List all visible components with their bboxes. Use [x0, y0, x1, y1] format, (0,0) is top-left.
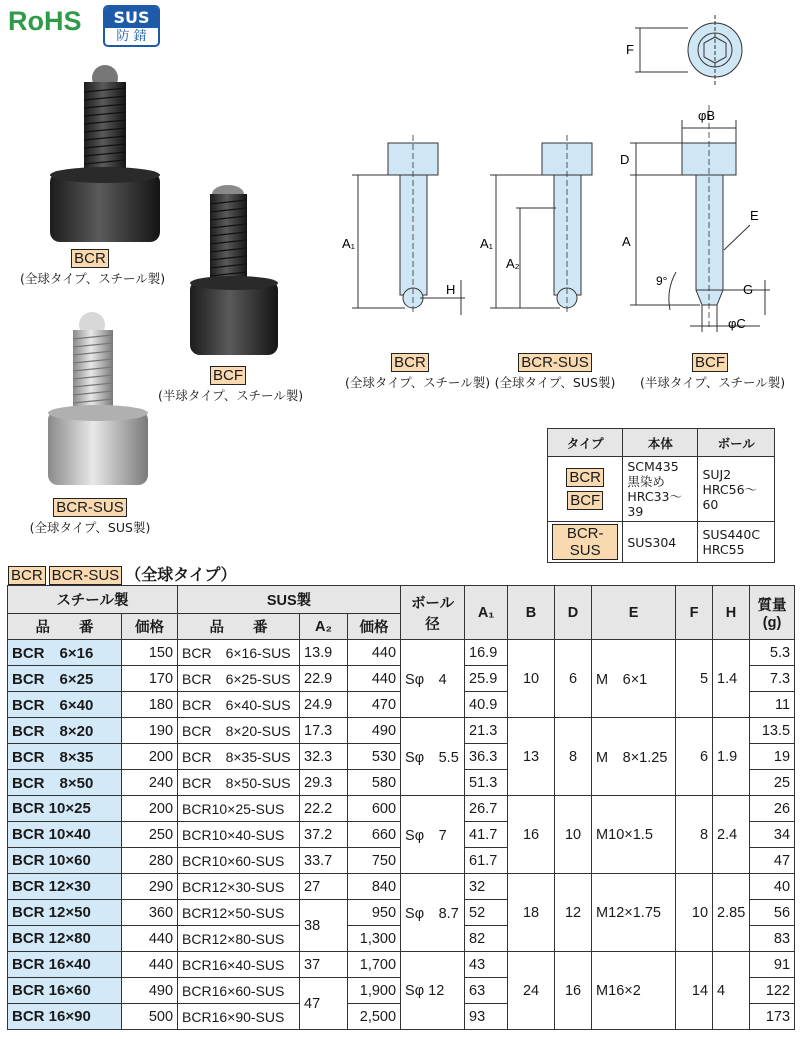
a2-value: 22.9 — [300, 666, 348, 692]
sus-badge-bottom: 防 錆 — [116, 29, 147, 44]
a1-value: 41.7 — [465, 822, 508, 848]
d-value: 10 — [555, 796, 592, 874]
drawing-caption-bcr — [345, 352, 491, 391]
sus-price: 530 — [348, 744, 401, 770]
header-mass-unit: (g) — [762, 615, 782, 631]
product-label-bcf — [158, 365, 304, 404]
header-steel: スチール製 — [8, 586, 178, 614]
table-row — [8, 796, 795, 822]
mass-value: 11 — [750, 692, 795, 718]
caption-bcr-sus: (全球タイプ、SUS製) — [29, 520, 151, 535]
b-value: 13 — [508, 718, 555, 796]
b-value: 16 — [508, 796, 555, 874]
steel-part-number: BCR 6×40 — [8, 692, 122, 718]
a2-value: 17.3 — [300, 718, 348, 744]
spec-ball-line: HRC55 — [702, 542, 745, 557]
mass-value: 40 — [750, 874, 795, 900]
dim-a1-label-2: A₁ — [480, 236, 494, 251]
mass-value: 91 — [750, 952, 795, 978]
ball-diameter: Sφ 5.5 — [401, 718, 465, 796]
sus-price: 440 — [348, 640, 401, 666]
sus-price: 1,700 — [348, 952, 401, 978]
spec-tag-bcr-sus: BCR-SUS — [552, 524, 618, 560]
header-f: F — [676, 586, 713, 640]
steel-part-number: BCR 12×30 — [8, 874, 122, 900]
a1-value: 61.7 — [465, 848, 508, 874]
spec-header-body: 本体 — [623, 429, 698, 457]
tag-bcr-sus: BCR-SUS — [53, 498, 127, 517]
table-row — [8, 640, 795, 666]
header-steel-pn: 品 番 — [8, 614, 122, 640]
rohs-logo: RoHS — [8, 6, 82, 36]
header-d: D — [555, 586, 592, 640]
dim-phic-label: φC — [728, 316, 746, 331]
a2-value: 22.2 — [300, 796, 348, 822]
header-h: H — [713, 586, 750, 640]
spec-header-type: タイプ — [548, 429, 623, 457]
a1-value: 36.3 — [465, 744, 508, 770]
product-label-bcr — [20, 248, 166, 287]
a1-value: 82 — [465, 926, 508, 952]
mass-value: 34 — [750, 822, 795, 848]
steel-part-number: BCR 10×25 — [8, 796, 122, 822]
drawing-caption-bcf — [640, 352, 786, 391]
sus-part-number: BCR10×60-SUS — [178, 848, 300, 874]
sus-part-number: BCR 6×16-SUS — [178, 640, 300, 666]
header-b: B — [508, 586, 555, 640]
spec-body-line: SCM435 — [627, 459, 679, 474]
dim-angle-label: 9° — [656, 274, 668, 288]
bcf-photo — [180, 180, 290, 365]
tag-bcr: BCR — [71, 249, 109, 268]
a1-value: 32 — [465, 874, 508, 900]
spec-header-row — [548, 429, 775, 457]
drawing-desc-bcf: (半球タイプ、スチール製) — [640, 375, 786, 390]
sus-price: 580 — [348, 770, 401, 796]
dim-f-label: F — [626, 42, 634, 57]
table-body — [8, 640, 795, 1030]
a1-value: 93 — [465, 1004, 508, 1030]
ball-diameter: Sφ 8.7 — [401, 874, 465, 952]
bcr-photo — [30, 60, 180, 260]
ball-diameter: Sφ 4 — [401, 640, 465, 718]
spec-row-sus — [548, 522, 775, 563]
b-value: 10 — [508, 640, 555, 718]
section-title — [8, 562, 237, 585]
a1-value: 21.3 — [465, 718, 508, 744]
a2-value: 37 — [300, 952, 348, 978]
mass-value: 25 — [750, 770, 795, 796]
header-ball: ボール径 — [401, 586, 465, 640]
header-sus-price: 価格 — [348, 614, 401, 640]
sus-part-number: BCR 6×25-SUS — [178, 666, 300, 692]
sus-part-number: BCR12×80-SUS — [178, 926, 300, 952]
sus-price: 490 — [348, 718, 401, 744]
sus-part-number: BCR 6×40-SUS — [178, 692, 300, 718]
steel-price: 200 — [122, 744, 178, 770]
header-steel-price: 価格 — [122, 614, 178, 640]
sus-part-number: BCR10×25-SUS — [178, 796, 300, 822]
steel-part-number: BCR 6×16 — [8, 640, 122, 666]
dim-d-label: D — [620, 152, 630, 167]
header-e: E — [592, 586, 676, 640]
a2-value: 29.3 — [300, 770, 348, 796]
a1-value: 43 — [465, 952, 508, 978]
sus-price: 750 — [348, 848, 401, 874]
tag-bcf: BCF — [210, 366, 246, 385]
sus-part-number: BCR 8×50-SUS — [178, 770, 300, 796]
h-value: 2.85 — [713, 874, 750, 952]
header-sus: SUS製 — [178, 586, 401, 614]
steel-price: 440 — [122, 952, 178, 978]
product-table — [7, 585, 795, 1030]
mass-value: 83 — [750, 926, 795, 952]
spec-body-line: HRC33～39 — [627, 489, 682, 519]
spec-tag-bcf: BCF — [567, 491, 603, 510]
section-tag-bcr-sus: BCR-SUS — [49, 566, 123, 585]
f-value: 8 — [676, 796, 713, 874]
spec-row-steel — [548, 457, 775, 522]
mass-value: 7.3 — [750, 666, 795, 692]
product-label-bcr-sus — [15, 497, 165, 536]
drawing-desc-bcr-sus: (全球タイプ、SUS製) — [494, 375, 616, 390]
a1-value: 52 — [465, 900, 508, 926]
a2-value: 32.3 — [300, 744, 348, 770]
steel-part-number: BCR 8×35 — [8, 744, 122, 770]
drawing-tag-bcr-sus: BCR-SUS — [518, 353, 592, 372]
spec-ball-cell — [698, 522, 775, 563]
sus-price: 840 — [348, 874, 401, 900]
f-value: 6 — [676, 718, 713, 796]
spec-body-line: 黒染め — [627, 474, 665, 489]
mass-value: 26 — [750, 796, 795, 822]
material-spec-table — [547, 428, 775, 563]
mass-value: 173 — [750, 1004, 795, 1030]
steel-price: 170 — [122, 666, 178, 692]
section-tag-bcr: BCR — [8, 566, 46, 585]
steel-price: 490 — [122, 978, 178, 1004]
b-value: 18 — [508, 874, 555, 952]
d-value: 12 — [555, 874, 592, 952]
steel-price: 240 — [122, 770, 178, 796]
d-value: 8 — [555, 718, 592, 796]
steel-part-number: BCR 10×40 — [8, 822, 122, 848]
header-sus-pn: 品 番 — [178, 614, 300, 640]
dim-a2-label: A₂ — [506, 256, 520, 271]
table-row — [8, 952, 795, 978]
steel-price: 360 — [122, 900, 178, 926]
steel-price: 440 — [122, 926, 178, 952]
header-a1: A₁ — [465, 586, 508, 640]
d-value: 16 — [555, 952, 592, 1030]
a2-value: 47 — [300, 978, 348, 1030]
steel-part-number: BCR 16×90 — [8, 1004, 122, 1030]
e-thread: M10×1.5 — [592, 796, 676, 874]
spec-ball-line: SUJ2 — [702, 466, 732, 482]
table-row — [8, 874, 795, 900]
header-mass-label: 質量 — [757, 598, 787, 614]
steel-price: 180 — [122, 692, 178, 718]
mass-value: 19 — [750, 744, 795, 770]
e-thread: M 6×1 — [592, 640, 676, 718]
a1-value: 16.9 — [465, 640, 508, 666]
spec-ball-line: HRC56～60 — [702, 481, 758, 512]
sus-part-number: BCR16×60-SUS — [178, 978, 300, 1004]
caption-bcf: (半球タイプ、スチール製) — [158, 388, 304, 403]
table-header-row — [8, 586, 795, 614]
a2-value: 24.9 — [300, 692, 348, 718]
h-value: 4 — [713, 952, 750, 1030]
mass-value: 5.3 — [750, 640, 795, 666]
sus-part-number: BCR12×50-SUS — [178, 900, 300, 926]
steel-part-number: BCR 8×20 — [8, 718, 122, 744]
ball-diameter: Sφ 7 — [401, 796, 465, 874]
bcf-drawing — [620, 105, 770, 332]
sus-part-number: BCR16×40-SUS — [178, 952, 300, 978]
drawing-tag-bcr: BCR — [391, 353, 429, 372]
technical-drawings — [330, 10, 790, 340]
a1-value: 51.3 — [465, 770, 508, 796]
a1-value: 25.9 — [465, 666, 508, 692]
dim-a1-label: A₁ — [342, 236, 356, 251]
sus-part-number: BCR 8×20-SUS — [178, 718, 300, 744]
sus-part-number: BCR12×30-SUS — [178, 874, 300, 900]
table-row — [8, 718, 795, 744]
f-value: 14 — [676, 952, 713, 1030]
steel-price: 190 — [122, 718, 178, 744]
drawing-desc-bcr: (全球タイプ、スチール製) — [345, 375, 491, 390]
steel-part-number: BCR 16×40 — [8, 952, 122, 978]
bcr-drawing — [342, 135, 465, 315]
sus-price: 440 — [348, 666, 401, 692]
sus-part-number: BCR10×40-SUS — [178, 822, 300, 848]
header-a2: A₂ — [300, 614, 348, 640]
steel-price: 150 — [122, 640, 178, 666]
sus-price: 950 — [348, 900, 401, 926]
a1-value: 40.9 — [465, 692, 508, 718]
steel-price: 500 — [122, 1004, 178, 1030]
spec-ball-line: SUS440C — [702, 527, 761, 542]
steel-price: 280 — [122, 848, 178, 874]
steel-price: 290 — [122, 874, 178, 900]
spec-body-cell — [623, 457, 698, 522]
bcr-sus-drawing — [480, 135, 592, 315]
steel-part-number: BCR 6×25 — [8, 666, 122, 692]
a2-value: 33.7 — [300, 848, 348, 874]
h-value: 2.4 — [713, 796, 750, 874]
mass-value: 47 — [750, 848, 795, 874]
dim-g-label: G — [743, 282, 754, 297]
sus-price: 1,300 — [348, 926, 401, 952]
b-value: 24 — [508, 952, 555, 1030]
spec-type-cell — [548, 457, 623, 522]
caption-bcr: (全球タイプ、スチール製) — [20, 271, 166, 286]
sus-price: 1,900 — [348, 978, 401, 1004]
a1-value: 63 — [465, 978, 508, 1004]
spec-header-ball: ボール — [698, 429, 775, 457]
dim-h-label: H — [446, 282, 456, 297]
a2-value: 38 — [300, 900, 348, 952]
steel-part-number: BCR 10×60 — [8, 848, 122, 874]
sus-price: 2,500 — [348, 1004, 401, 1030]
mass-value: 13.5 — [750, 718, 795, 744]
steel-part-number: BCR 12×80 — [8, 926, 122, 952]
e-thread: M 8×1.25 — [592, 718, 676, 796]
spec-type-cell — [548, 522, 623, 563]
steel-part-number: BCR 16×60 — [8, 978, 122, 1004]
drawing-tag-bcf: BCF — [692, 353, 728, 372]
a2-value: 37.2 — [300, 822, 348, 848]
a2-value: 27 — [300, 874, 348, 900]
steel-part-number: BCR 8×50 — [8, 770, 122, 796]
f-value: 10 — [676, 874, 713, 952]
ball-diameter: Sφ 12 — [401, 952, 465, 1030]
e-thread: M12×1.75 — [592, 874, 676, 952]
d-value: 6 — [555, 640, 592, 718]
sus-price: 660 — [348, 822, 401, 848]
a1-value: 26.7 — [465, 796, 508, 822]
mass-value: 122 — [750, 978, 795, 1004]
e-thread: M16×2 — [592, 952, 676, 1030]
sus-badge-top: SUS — [105, 7, 158, 28]
f-value: 5 — [676, 640, 713, 718]
h-value: 1.9 — [713, 718, 750, 796]
drawing-caption-bcr-sus — [490, 352, 620, 391]
dim-e-label: E — [750, 208, 759, 223]
steel-part-number: BCR 12×50 — [8, 900, 122, 926]
sus-part-number: BCR 8×35-SUS — [178, 744, 300, 770]
bcr-sus-photo — [40, 305, 160, 500]
dim-phib-label: φB — [698, 108, 716, 123]
spec-body-cell: SUS304 — [623, 522, 698, 563]
sus-part-number: BCR16×90-SUS — [178, 1004, 300, 1030]
spec-tag-bcr: BCR — [566, 468, 604, 487]
a2-value: 13.9 — [300, 640, 348, 666]
h-value: 1.4 — [713, 640, 750, 718]
steel-price: 250 — [122, 822, 178, 848]
spec-ball-cell — [698, 457, 775, 522]
sus-rust-badge — [103, 5, 160, 47]
top-view — [626, 15, 742, 85]
mass-value: 56 — [750, 900, 795, 926]
header-mass — [750, 586, 795, 640]
sus-price: 470 — [348, 692, 401, 718]
dim-a-label: A — [622, 234, 631, 249]
sus-price: 600 — [348, 796, 401, 822]
steel-price: 200 — [122, 796, 178, 822]
section-title-text: （全球タイプ） — [125, 565, 237, 584]
